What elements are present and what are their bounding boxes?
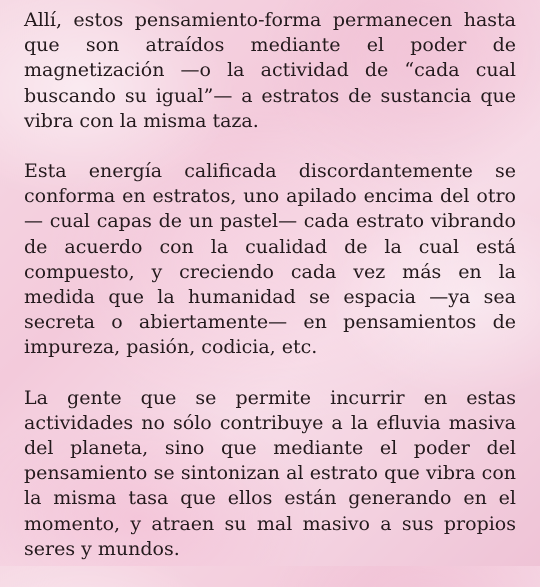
paragraph-3: La gente que se permite incurrir en estas actividades no sólo contribuye a la efluvia masiva del planeta, sino que mediante el poder del pensamiento se sintonizan al estrato que vibra con la misma tasa que ellos están generando en el momento, y atraen su mal masivo a sus propios seres y mundos. — [24, 386, 516, 560]
document-page — [24, 8, 516, 587]
paragraph-1: Allí, estos pensamiento-forma permanecen hasta que son atraídos mediante el poder de magnetización —o la actividad de “cada cual buscando su igual”— a estratos de sustancia que vibra con la misma taza. — [24, 9, 516, 132]
paragraph-2: Esta energía calificada discordantemente se conforma en estratos, uno apilado encima del otro — cual capas de un pastel— cada estrato vibrando de acuerdo con la cualidad de la cual está compuesto, y creciendo cada vez más en la medida que la humanidad se espacia —ya sea secreta o abiertamente— en pensamientos de impureza, pasión, codicia, etc. — [24, 160, 516, 359]
